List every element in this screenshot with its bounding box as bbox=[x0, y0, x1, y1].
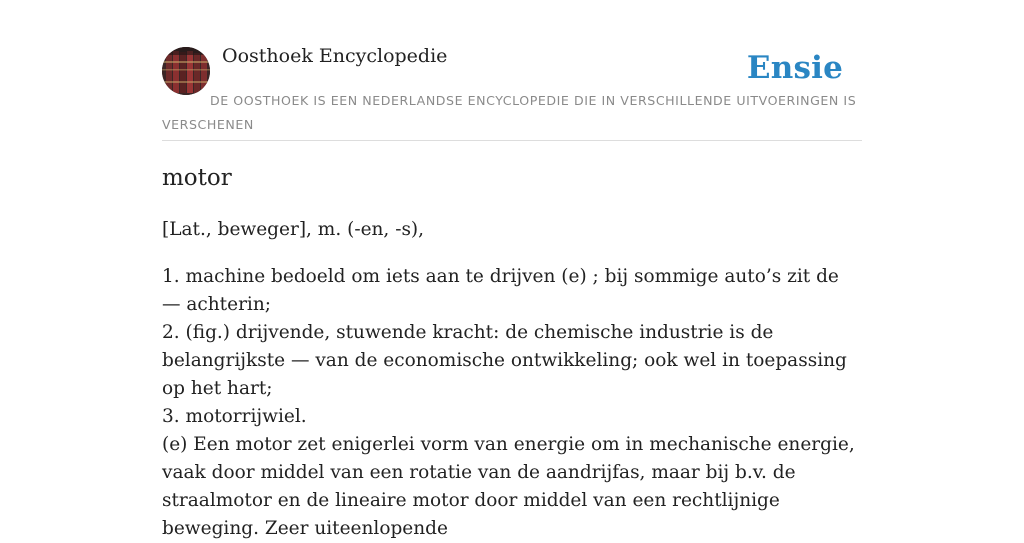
definition-item: 2. (fig.) drijvende, stuwende kracht: de chemische industrie is de belangrijkste — van de economische ontwikkeling; ook wel in toepassing op het hart; bbox=[162, 322, 847, 399]
entry-note: (e) Een motor zet enigerlei vorm van energie om in mechanische energie, vaak door middel van een rotatie van de aandrijfas, maar bij b.v. de straalmotor en de lineaire motor door middel van een rechtlijnige beweging. Zeer uiteenlopende bbox=[162, 434, 855, 539]
entry-term: motor bbox=[162, 165, 232, 191]
definition-item: 3. motorrijwiel. bbox=[162, 406, 307, 427]
definition-item: 1. machine bedoeld om iets aan te drijven (e) ; bij sommige auto’s zit de — achterin; bbox=[162, 266, 839, 315]
site-tagline: DE OOSTHOEK IS EEN NEDERLANDSE ENCYCLOPEDIE DIE IN VERSCHILLENDE UITVOERINGEN IS VERSCHENEN bbox=[162, 93, 857, 132]
site-avatar[interactable] bbox=[162, 47, 210, 95]
site-title-link[interactable]: Oosthoek Encyclopedie bbox=[222, 45, 448, 67]
site-header bbox=[162, 0, 862, 141]
entry-etymology: [Lat., beweger], m. (-en, -s), bbox=[162, 219, 425, 240]
page bbox=[162, 0, 862, 539]
brand-logo-link[interactable]: Ensie bbox=[746, 50, 843, 86]
bookshelf-avatar-icon bbox=[162, 47, 210, 95]
entry-definitions bbox=[162, 263, 862, 431]
